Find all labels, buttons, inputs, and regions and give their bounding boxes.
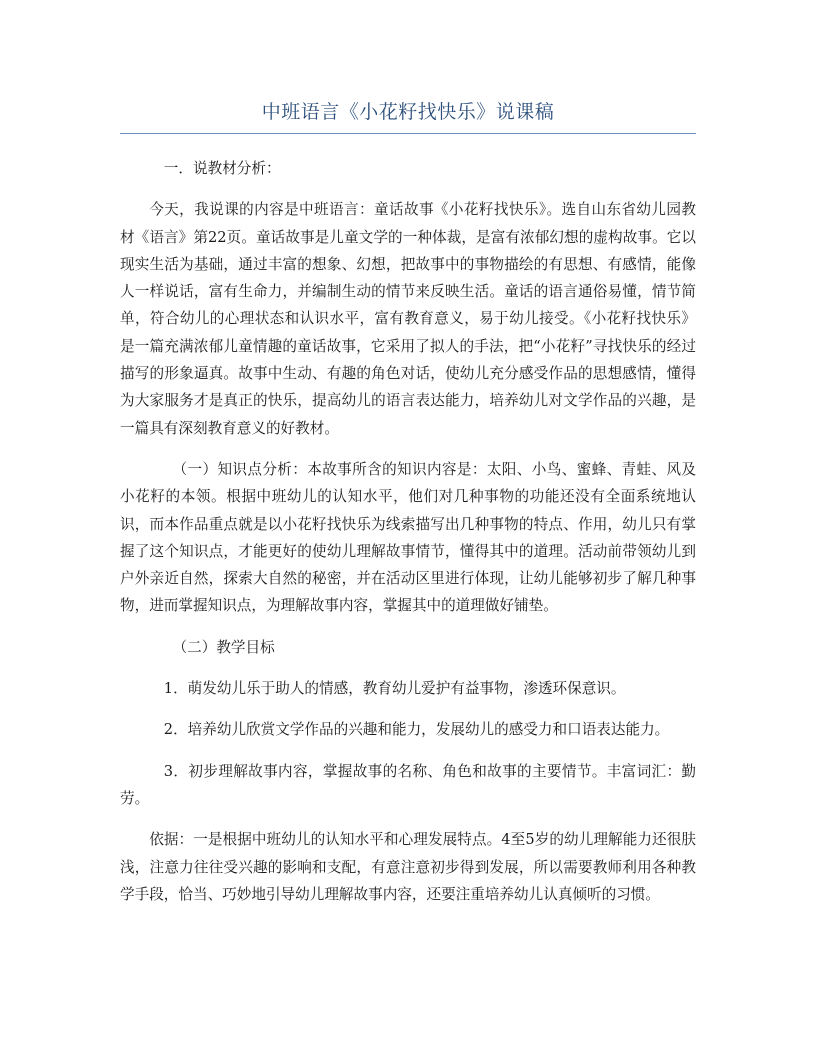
paragraph-introduction: 今天，我说课的内容是中班语言：童话故事《小花籽找快乐》。选自山东省幼儿园教材《语言》第22页。童话故事是儿童文学的一种体裁，是富有浓郁幻想的虚构故事。它以现实生活为基础，通过丰富的想象、幻想，把故事中的事物描绘的有思想、有感情，能像人一样说话，富有生命力，并编制生动的情节来反映生活。童话的语言通俗易懂，情节简单，符合幼儿的心理状态和认识水平，富有教育意义，易于幼儿接受。《小花籽找快乐》是一篇充满浓郁儿童情趣的童话故事，它采用了拟人的手法，把“小花籽”寻找快乐的经过描写的形象逼真。故事中生动、有趣的角色对话，使幼儿充分感受作品的思想感情，懂得为大家服务才是真正的快乐，提高幼儿的语言表达能力，培养幼儿对文学作品的兴趣，是一篇具有深刻教育意义的好教材。 — [120, 201, 696, 437]
paragraph-basis: 依据：一是根据中班幼儿的认知水平和心理发展特点。4至5岁的幼儿理解能力还很肤浅，注意力往往受兴趣的影响和支配，有意注意初步得到发展，所以需要教师利用各种教学手段，恰当、巧妙地引导幼儿理解故事内容，还要注重培养幼儿认真倾听的习惯。 — [120, 831, 696, 903]
document-body — [120, 155, 696, 922]
goal-item-3: 3．初步理解故事内容，掌握故事的名称、角色和故事的主要情节。丰富词汇：勤劳。 — [120, 762, 696, 807]
goal-item-2: 2．培养幼儿欣赏文学作品的兴趣和能力，发展幼儿的感受力和口语表达能力。 — [163, 721, 670, 739]
goal-item-1: 1．萌发幼儿乐于助人的情感，教育幼儿爱护有益事物，渗透环保意识。 — [163, 680, 626, 698]
section-heading-textbook-analysis: 一．说教材分析： — [163, 160, 281, 177]
document-title: 中班语言《小花籽找快乐》说课稿 — [261, 101, 555, 123]
paragraph-knowledge-analysis: （一）知识点分析：本故事所含的知识内容是：太阳、小鸟、蜜蜂、青蛙、风及小花籽的本领。根据中班幼儿的认知水平，他们对几种事物的功能还没有全面系统地认识，而本作品重点就是以小花籽找快乐为线索描写出几种事物的特点、作用，幼儿只有掌握了这个知识点，才能更好的使幼儿理解故事情节，懂得其中的道理。活动前带领幼儿到户外亲近自然，探索大自然的秘密，并在活动区里进行体现，让幼儿能够初步了解几种事物，进而掌握知识点，为理解故事内容，掌握其中的道理做好铺垫。 — [120, 460, 696, 615]
subheading-teaching-goals: （二）教学目标 — [172, 638, 275, 656]
title-underline — [120, 133, 696, 134]
